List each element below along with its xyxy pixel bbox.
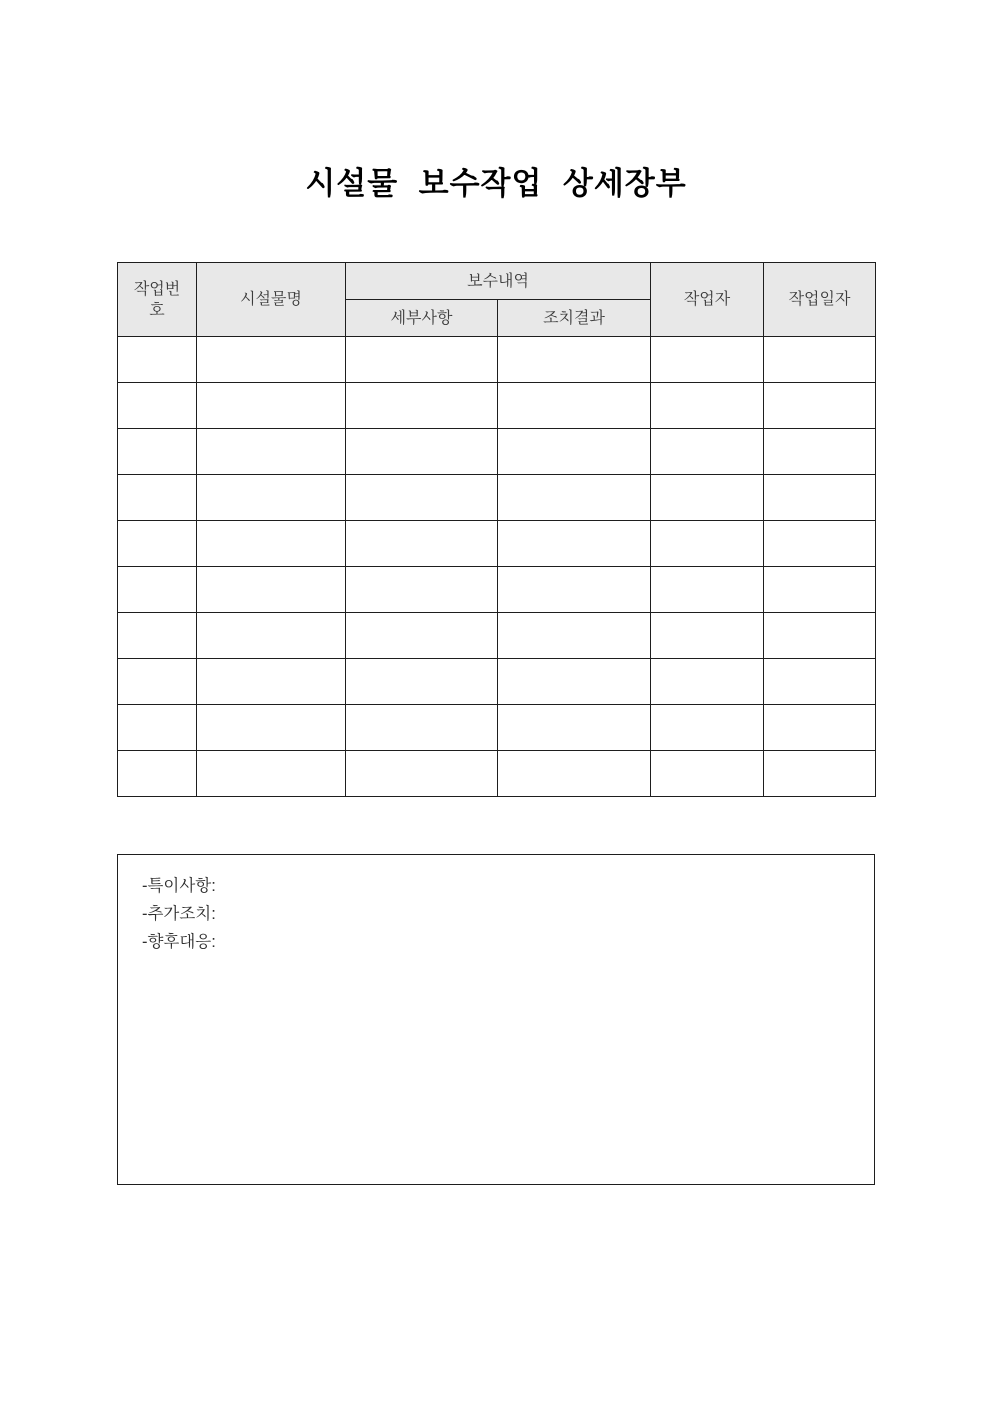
empty-cell (764, 567, 876, 613)
column-header-repair-result: 조치결과 (498, 300, 651, 337)
empty-cell (498, 567, 651, 613)
table-row (118, 567, 876, 613)
empty-cell (651, 521, 764, 567)
empty-cell (118, 521, 197, 567)
notes-line-additional: -추가조치: (142, 905, 216, 923)
empty-cell (764, 751, 876, 797)
empty-cell (346, 705, 498, 751)
notes-line-special: -특이사항: (142, 877, 216, 895)
empty-cell (346, 429, 498, 475)
empty-cell (498, 429, 651, 475)
empty-cell (764, 705, 876, 751)
empty-cell (498, 475, 651, 521)
column-header-worker: 작업자 (651, 263, 764, 337)
empty-cell (118, 383, 197, 429)
empty-cell (651, 751, 764, 797)
table-row (118, 337, 876, 383)
empty-cell (651, 429, 764, 475)
empty-cell (498, 383, 651, 429)
empty-cell (346, 383, 498, 429)
empty-cell (764, 659, 876, 705)
table-row (118, 429, 876, 475)
empty-cell (197, 383, 346, 429)
empty-cell (197, 659, 346, 705)
column-header-work-date: 작업일자 (764, 263, 876, 337)
empty-cell (651, 383, 764, 429)
empty-cell (118, 751, 197, 797)
empty-cell (764, 521, 876, 567)
table-row (118, 659, 876, 705)
empty-cell (651, 567, 764, 613)
empty-cell (118, 475, 197, 521)
empty-cell (118, 705, 197, 751)
empty-cell (197, 705, 346, 751)
empty-cell (118, 567, 197, 613)
table-row (118, 475, 876, 521)
notes-box (117, 854, 875, 1185)
empty-cell (498, 659, 651, 705)
table-row (118, 613, 876, 659)
empty-cell (197, 337, 346, 383)
empty-cell (197, 567, 346, 613)
empty-cell (498, 705, 651, 751)
table-row (118, 521, 876, 567)
empty-cell (346, 567, 498, 613)
empty-cell (346, 475, 498, 521)
empty-cell (764, 383, 876, 429)
empty-cell (118, 429, 197, 475)
empty-cell (346, 613, 498, 659)
repair-ledger-table (117, 262, 876, 797)
header-row-top (118, 263, 876, 300)
table-row (118, 751, 876, 797)
empty-cell (346, 751, 498, 797)
empty-cell (651, 613, 764, 659)
column-header-facility-name: 시설물명 (197, 263, 346, 337)
empty-cell (197, 613, 346, 659)
empty-cell (346, 659, 498, 705)
empty-cell (197, 751, 346, 797)
empty-cell (498, 613, 651, 659)
empty-cell (764, 475, 876, 521)
empty-cell (498, 751, 651, 797)
column-header-repair-detail: 세부사항 (346, 300, 498, 337)
notes-line-future: -향후대응: (142, 933, 216, 951)
empty-cell (197, 475, 346, 521)
table-header (118, 263, 876, 337)
table-row (118, 383, 876, 429)
column-header-work-number: 작업번호 (118, 263, 197, 337)
empty-cell (118, 337, 197, 383)
empty-cell (346, 521, 498, 567)
empty-cell (197, 521, 346, 567)
empty-cell (118, 659, 197, 705)
empty-cell (764, 429, 876, 475)
empty-cell (498, 521, 651, 567)
empty-cell (498, 337, 651, 383)
empty-cell (651, 659, 764, 705)
empty-cell (651, 705, 764, 751)
empty-cell (346, 337, 498, 383)
column-header-repair-group: 보수내역 (346, 263, 651, 300)
empty-cell (764, 337, 876, 383)
empty-cell (118, 613, 197, 659)
empty-cell (764, 613, 876, 659)
table-row (118, 705, 876, 751)
empty-cell (651, 475, 764, 521)
table-body (118, 337, 876, 797)
empty-cell (197, 429, 346, 475)
empty-cell (651, 337, 764, 383)
page-title: 시설물 보수작업 상세장부 (305, 166, 687, 201)
